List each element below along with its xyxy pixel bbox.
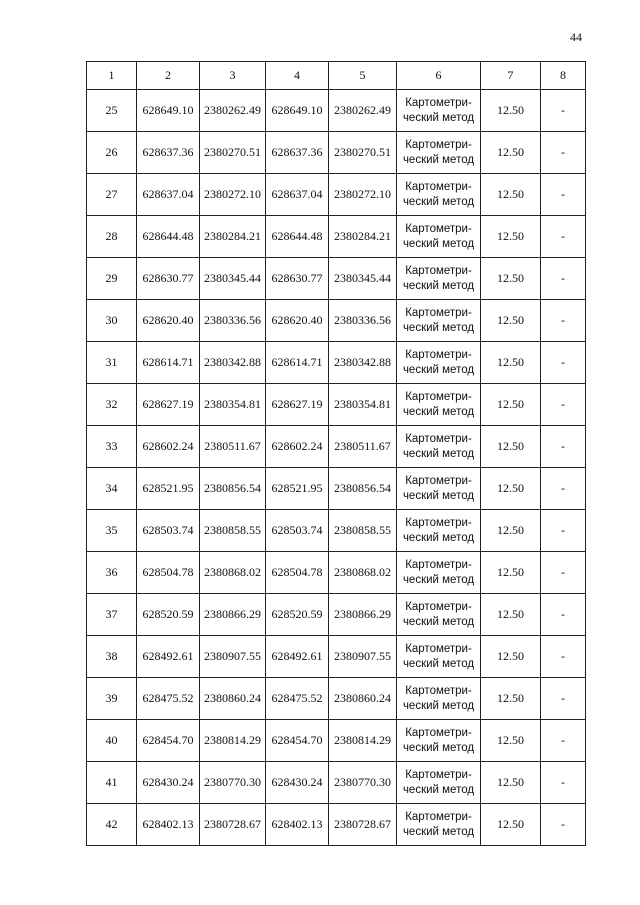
table-row xyxy=(87,216,586,258)
method-line: Картометри- xyxy=(405,558,472,571)
accuracy-cell: 12.50 xyxy=(481,636,541,678)
accuracy-cell: 12.50 xyxy=(481,384,541,426)
note-cell: - xyxy=(541,384,586,426)
x-old-cell: 628475.52 xyxy=(137,678,200,720)
x-new-cell: 628637.04 xyxy=(266,174,329,216)
note-cell: - xyxy=(541,636,586,678)
table-row xyxy=(87,552,586,594)
note-cell: - xyxy=(541,132,586,174)
column-header: 5 xyxy=(329,62,397,90)
method-line: Картометри- xyxy=(405,600,472,613)
point-number-cell: 32 xyxy=(87,384,137,426)
table-row xyxy=(87,384,586,426)
y-new-cell: 2380336.56 xyxy=(329,300,397,342)
x-old-cell: 628402.13 xyxy=(137,804,200,846)
method-line: Картометри- xyxy=(405,726,472,739)
x-new-cell: 628614.71 xyxy=(266,342,329,384)
y-new-cell: 2380270.51 xyxy=(329,132,397,174)
x-old-cell: 628637.36 xyxy=(137,132,200,174)
point-number-cell: 30 xyxy=(87,300,137,342)
accuracy-cell: 12.50 xyxy=(481,762,541,804)
method-line: Картометри- xyxy=(405,432,472,445)
accuracy-cell: 12.50 xyxy=(481,258,541,300)
method-line: ческий метод xyxy=(402,741,475,754)
table-row xyxy=(87,300,586,342)
x-old-cell: 628504.78 xyxy=(137,552,200,594)
y-new-cell: 2380858.55 xyxy=(329,510,397,552)
accuracy-cell: 12.50 xyxy=(481,90,541,132)
method-line: ческий метод xyxy=(402,531,475,544)
accuracy-cell: 12.50 xyxy=(481,510,541,552)
y-old-cell: 2380907.55 xyxy=(200,636,266,678)
x-new-cell: 628602.24 xyxy=(266,426,329,468)
method-cell xyxy=(397,216,481,258)
note-cell: - xyxy=(541,90,586,132)
method-cell xyxy=(397,510,481,552)
column-header: 4 xyxy=(266,62,329,90)
method-line: ческий метод xyxy=(402,447,475,460)
method-line: Картометри- xyxy=(405,474,472,487)
table-row xyxy=(87,258,586,300)
y-old-cell: 2380511.67 xyxy=(200,426,266,468)
x-old-cell: 628620.40 xyxy=(137,300,200,342)
point-number-cell: 42 xyxy=(87,804,137,846)
method-cell xyxy=(397,594,481,636)
column-header: 7 xyxy=(481,62,541,90)
accuracy-cell: 12.50 xyxy=(481,720,541,762)
table-row xyxy=(87,132,586,174)
method-line: ческий метод xyxy=(402,321,475,334)
table-row xyxy=(87,174,586,216)
column-header: 1 xyxy=(87,62,137,90)
table-row xyxy=(87,678,586,720)
method-line: Картометри- xyxy=(405,222,472,235)
table-row xyxy=(87,90,586,132)
accuracy-cell: 12.50 xyxy=(481,678,541,720)
y-old-cell: 2380272.10 xyxy=(200,174,266,216)
y-new-cell: 2380345.44 xyxy=(329,258,397,300)
point-number-cell: 33 xyxy=(87,426,137,468)
method-line: Картометри- xyxy=(405,348,472,361)
note-cell: - xyxy=(541,720,586,762)
note-cell: - xyxy=(541,804,586,846)
note-cell: - xyxy=(541,426,586,468)
x-new-cell: 628649.10 xyxy=(266,90,329,132)
y-old-cell: 2380868.02 xyxy=(200,552,266,594)
accuracy-cell: 12.50 xyxy=(481,426,541,468)
point-number-cell: 36 xyxy=(87,552,137,594)
column-header: 6 xyxy=(397,62,481,90)
method-line: ческий метод xyxy=(402,825,475,838)
method-cell xyxy=(397,384,481,426)
method-line: ческий метод xyxy=(402,489,475,502)
x-new-cell: 628492.61 xyxy=(266,636,329,678)
column-header: 3 xyxy=(200,62,266,90)
note-cell: - xyxy=(541,174,586,216)
point-number-cell: 29 xyxy=(87,258,137,300)
x-old-cell: 628637.04 xyxy=(137,174,200,216)
table-row xyxy=(87,426,586,468)
note-cell: - xyxy=(541,762,586,804)
y-new-cell: 2380856.54 xyxy=(329,468,397,510)
accuracy-cell: 12.50 xyxy=(481,804,541,846)
x-new-cell: 628637.36 xyxy=(266,132,329,174)
table-body xyxy=(87,90,586,846)
method-cell xyxy=(397,342,481,384)
point-number-cell: 34 xyxy=(87,468,137,510)
method-line: Картометри- xyxy=(405,180,472,193)
x-new-cell: 628620.40 xyxy=(266,300,329,342)
x-new-cell: 628454.70 xyxy=(266,720,329,762)
note-cell: - xyxy=(541,468,586,510)
note-cell: - xyxy=(541,594,586,636)
y-new-cell: 2380728.67 xyxy=(329,804,397,846)
x-new-cell: 628627.19 xyxy=(266,384,329,426)
note-cell: - xyxy=(541,552,586,594)
x-new-cell: 628521.95 xyxy=(266,468,329,510)
method-cell xyxy=(397,636,481,678)
header-row xyxy=(87,62,586,90)
note-cell: - xyxy=(541,258,586,300)
note-cell: - xyxy=(541,510,586,552)
point-number-cell: 35 xyxy=(87,510,137,552)
point-number-cell: 26 xyxy=(87,132,137,174)
method-line: ческий метод xyxy=(402,111,475,124)
x-old-cell: 628492.61 xyxy=(137,636,200,678)
accuracy-cell: 12.50 xyxy=(481,468,541,510)
method-cell xyxy=(397,174,481,216)
method-cell xyxy=(397,300,481,342)
y-old-cell: 2380284.21 xyxy=(200,216,266,258)
method-line: ческий метод xyxy=(402,195,475,208)
y-new-cell: 2380868.02 xyxy=(329,552,397,594)
accuracy-cell: 12.50 xyxy=(481,552,541,594)
y-old-cell: 2380270.51 xyxy=(200,132,266,174)
method-cell xyxy=(397,720,481,762)
point-number-cell: 38 xyxy=(87,636,137,678)
y-old-cell: 2380860.24 xyxy=(200,678,266,720)
method-line: Картометри- xyxy=(405,390,472,403)
y-new-cell: 2380860.24 xyxy=(329,678,397,720)
y-old-cell: 2380814.29 xyxy=(200,720,266,762)
method-line: Картометри- xyxy=(405,684,472,697)
x-old-cell: 628521.95 xyxy=(137,468,200,510)
x-old-cell: 628503.74 xyxy=(137,510,200,552)
method-line: ческий метод xyxy=(402,279,475,292)
method-line: ческий метод xyxy=(402,699,475,712)
x-new-cell: 628520.59 xyxy=(266,594,329,636)
table-row xyxy=(87,762,586,804)
table-row xyxy=(87,804,586,846)
method-line: Картометри- xyxy=(405,642,472,655)
y-old-cell: 2380858.55 xyxy=(200,510,266,552)
x-old-cell: 628630.77 xyxy=(137,258,200,300)
method-cell xyxy=(397,132,481,174)
y-old-cell: 2380856.54 xyxy=(200,468,266,510)
point-number-cell: 28 xyxy=(87,216,137,258)
method-line: ческий метод xyxy=(402,405,475,418)
y-new-cell: 2380814.29 xyxy=(329,720,397,762)
column-header: 8 xyxy=(541,62,586,90)
method-line: Картометри- xyxy=(405,138,472,151)
point-number-cell: 37 xyxy=(87,594,137,636)
note-cell: - xyxy=(541,342,586,384)
method-cell xyxy=(397,426,481,468)
method-cell xyxy=(397,678,481,720)
method-line: ческий метод xyxy=(402,573,475,586)
x-new-cell: 628402.13 xyxy=(266,804,329,846)
coordinates-table xyxy=(86,61,586,846)
x-new-cell: 628503.74 xyxy=(266,510,329,552)
method-cell xyxy=(397,762,481,804)
y-old-cell: 2380866.29 xyxy=(200,594,266,636)
y-new-cell: 2380866.29 xyxy=(329,594,397,636)
accuracy-cell: 12.50 xyxy=(481,342,541,384)
y-old-cell: 2380728.67 xyxy=(200,804,266,846)
y-new-cell: 2380342.88 xyxy=(329,342,397,384)
point-number-cell: 31 xyxy=(87,342,137,384)
y-new-cell: 2380354.81 xyxy=(329,384,397,426)
method-cell xyxy=(397,468,481,510)
y-old-cell: 2380345.44 xyxy=(200,258,266,300)
method-line: ческий метод xyxy=(402,615,475,628)
y-old-cell: 2380354.81 xyxy=(200,384,266,426)
accuracy-cell: 12.50 xyxy=(481,132,541,174)
x-new-cell: 628504.78 xyxy=(266,552,329,594)
point-number-cell: 40 xyxy=(87,720,137,762)
y-new-cell: 2380284.21 xyxy=(329,216,397,258)
table-row xyxy=(87,342,586,384)
table-row xyxy=(87,468,586,510)
y-new-cell: 2380770.30 xyxy=(329,762,397,804)
y-old-cell: 2380770.30 xyxy=(200,762,266,804)
x-old-cell: 628454.70 xyxy=(137,720,200,762)
x-new-cell: 628475.52 xyxy=(266,678,329,720)
method-line: ческий метод xyxy=(402,153,475,166)
accuracy-cell: 12.50 xyxy=(481,174,541,216)
x-new-cell: 628630.77 xyxy=(266,258,329,300)
column-header: 2 xyxy=(137,62,200,90)
point-number-cell: 27 xyxy=(87,174,137,216)
accuracy-cell: 12.50 xyxy=(481,300,541,342)
method-line: ческий метод xyxy=(402,363,475,376)
table-row xyxy=(87,510,586,552)
method-line: ческий метод xyxy=(402,237,475,250)
y-new-cell: 2380262.49 xyxy=(329,90,397,132)
y-new-cell: 2380511.67 xyxy=(329,426,397,468)
method-cell xyxy=(397,552,481,594)
note-cell: - xyxy=(541,300,586,342)
page-number: 44 xyxy=(570,30,582,44)
x-old-cell: 628627.19 xyxy=(137,384,200,426)
x-old-cell: 628430.24 xyxy=(137,762,200,804)
point-number-cell: 39 xyxy=(87,678,137,720)
x-old-cell: 628649.10 xyxy=(137,90,200,132)
table-row xyxy=(87,720,586,762)
method-line: Картометри- xyxy=(405,306,472,319)
x-old-cell: 628644.48 xyxy=(137,216,200,258)
y-new-cell: 2380272.10 xyxy=(329,174,397,216)
note-cell: - xyxy=(541,216,586,258)
method-cell xyxy=(397,90,481,132)
x-new-cell: 628644.48 xyxy=(266,216,329,258)
x-old-cell: 628520.59 xyxy=(137,594,200,636)
method-cell xyxy=(397,804,481,846)
accuracy-cell: 12.50 xyxy=(481,594,541,636)
x-old-cell: 628614.71 xyxy=(137,342,200,384)
table-row xyxy=(87,636,586,678)
method-line: Картометри- xyxy=(405,810,472,823)
method-line: Картометри- xyxy=(405,264,472,277)
table-row xyxy=(87,594,586,636)
point-number-cell: 25 xyxy=(87,90,137,132)
method-line: Картометри- xyxy=(405,768,472,781)
method-line: Картометри- xyxy=(405,516,472,529)
method-line: ческий метод xyxy=(402,657,475,670)
y-old-cell: 2380262.49 xyxy=(200,90,266,132)
y-old-cell: 2380336.56 xyxy=(200,300,266,342)
x-new-cell: 628430.24 xyxy=(266,762,329,804)
y-new-cell: 2380907.55 xyxy=(329,636,397,678)
accuracy-cell: 12.50 xyxy=(481,216,541,258)
method-line: ческий метод xyxy=(402,783,475,796)
x-old-cell: 628602.24 xyxy=(137,426,200,468)
method-cell xyxy=(397,258,481,300)
method-line: Картометри- xyxy=(405,96,472,109)
y-old-cell: 2380342.88 xyxy=(200,342,266,384)
note-cell: - xyxy=(541,678,586,720)
point-number-cell: 41 xyxy=(87,762,137,804)
